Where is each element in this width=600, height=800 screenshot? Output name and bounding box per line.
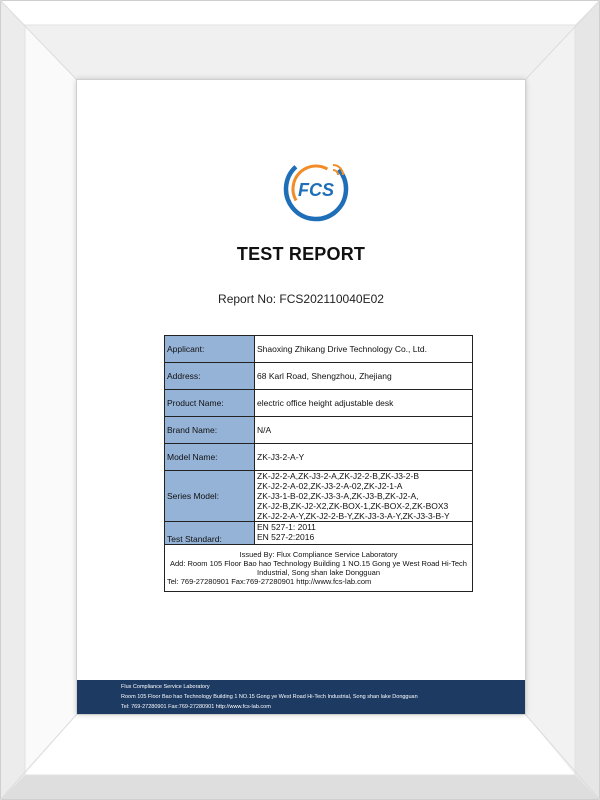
table-row	[165, 545, 473, 592]
table-row	[165, 336, 473, 363]
table-row	[165, 522, 473, 545]
table-row	[165, 390, 473, 417]
issued-by-text: Issued By: Flux Compliance Service Laboratory	[239, 550, 398, 559]
series-line: ZK-J3-1-B-02,ZK-J3-3-A,ZK-J3-B,ZK-J2-A,	[257, 491, 419, 501]
table-row	[165, 363, 473, 390]
standard-line: EN 527-1: 2011	[257, 522, 316, 532]
product-name-label: Product Name:	[165, 390, 255, 417]
address-label: Address:	[165, 363, 255, 390]
test-standard-value	[255, 522, 473, 545]
standard-line: EN 527-2:2016	[257, 532, 315, 542]
applicant-label: Applicant:	[165, 336, 255, 363]
series-line: ZK-J2-B,ZK-J2-X2,ZK-BOX-1,ZK-BOX-2,ZK-BOX3	[257, 501, 449, 511]
model-name-label: Model Name:	[165, 444, 255, 471]
report-title: TEST REPORT	[236, 244, 366, 264]
issued-contact-text: Tel: 769-27280901 Fax:769-27280901 http://www.fcs-lab.com	[167, 577, 372, 586]
series-model-label: Series Model:	[165, 471, 255, 522]
logo-text: FCS	[298, 180, 334, 200]
series-line: ZK-J2-2-A,ZK-J3-2-A,ZK-J2-2-B,ZK-J3-2-B	[257, 471, 419, 481]
report-page	[77, 80, 525, 714]
page-footer	[77, 680, 525, 714]
table-row	[165, 417, 473, 444]
series-line: ZK-J2-2-A-Y,ZK-J2-2-B-Y,ZK-J3-3-A-Y,ZK-J3-3-B-Y	[257, 511, 450, 521]
table-row	[165, 471, 473, 522]
footer-lab-name: Flux Compliance Service Laboratory	[121, 684, 210, 690]
product-name-value: electric office height adjustable desk	[255, 390, 473, 417]
issued-address-text-2: Industrial, Song shan lake Dongguan	[256, 568, 380, 577]
applicant-value: Shaoxing Zhikang Drive Technology Co., Ltd.	[255, 336, 473, 363]
test-standard-label: Test Standard:	[165, 522, 255, 545]
issued-by-block	[165, 545, 473, 592]
issued-address-text: Add: Room 105 Floor Bao hao Technology Building 1 NO.15 Gong ye West Road Hi-Tech	[170, 559, 467, 568]
address-value: 68 Karl Road, Shengzhou, Zhejiang	[255, 363, 473, 390]
table-row	[165, 444, 473, 471]
model-name-value: ZK-J3-2-A-Y	[255, 444, 473, 471]
series-model-value	[255, 471, 473, 522]
brand-name-value: N/A	[255, 417, 473, 444]
series-line: ZK-J2-2-A-02,ZK-J3-2-A-02,ZK-J2-1-A	[257, 481, 403, 491]
footer-address: Room 105 Floor Bao hao Technology Building 1 NO.15 Gong ye West Road Hi-Tech Industrial, Song shan lake Dongguan	[121, 694, 418, 700]
report-number: Report No: FCS202110040E02	[218, 292, 384, 306]
brand-name-label: Brand Name:	[165, 417, 255, 444]
report-info-table	[164, 335, 473, 592]
footer-contact: Tel: 769-27280901 Fax:769-27280901 http://www.fcs-lab.com	[121, 704, 271, 710]
fcs-logo-icon	[283, 156, 349, 222]
